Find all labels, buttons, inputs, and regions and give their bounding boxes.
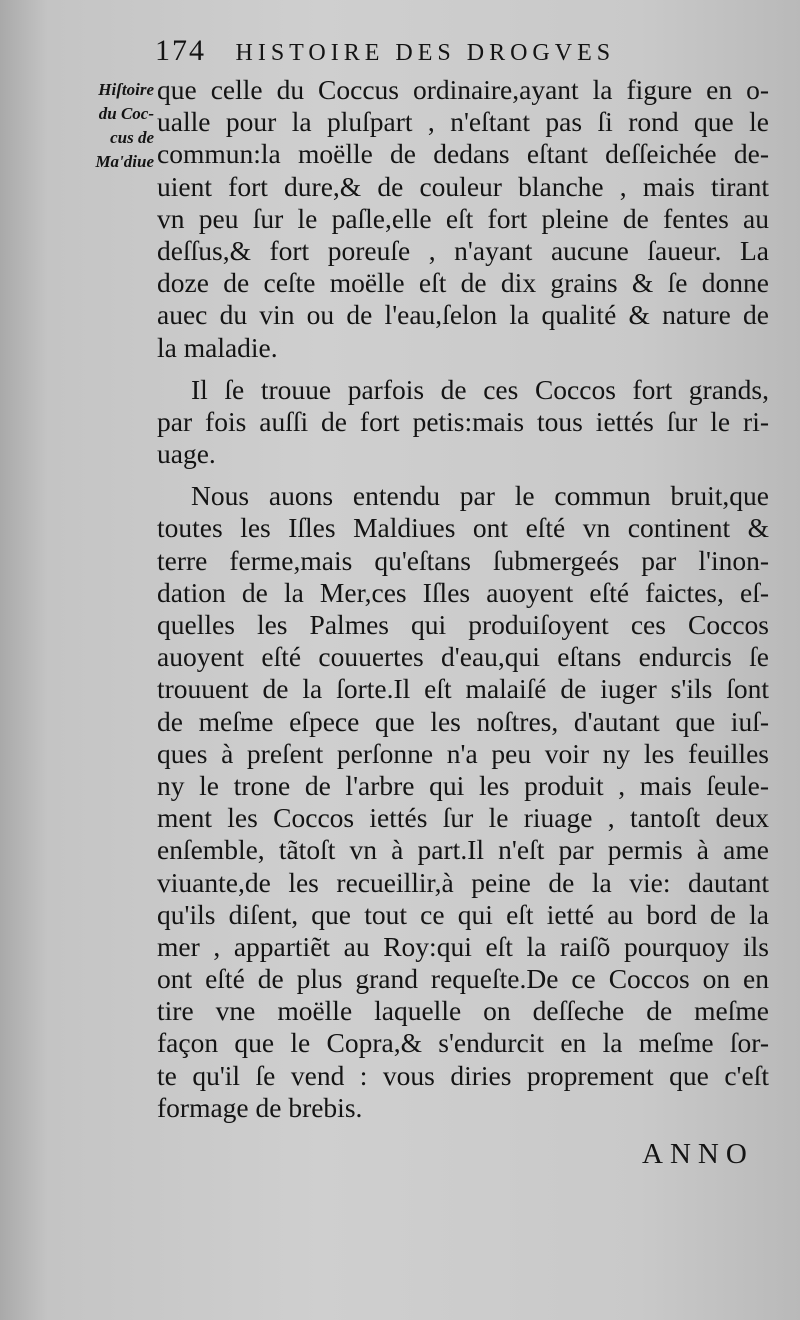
text-line: de meſme eſpece que les noſtres, d'autant que iuſ- [157,705,769,737]
text-line: que celle du Coccus ordinaire,ayant la figure en o- [157,74,769,105]
text-line: auec du vin ou de l'eau,ſelon la qualité & nature de [157,299,769,331]
margin-note-line: Hiſtoire [98,80,154,99]
margin-note-line: Ma'diue [95,152,154,171]
text-line: façon que le Copra,& s'endurcit en la meſme ſor- [157,1027,769,1059]
text-line: ny le trone de l'arbre qui les produit , mais ſeule- [157,769,769,801]
text-line: tire vne moëlle laquelle on deſſeche de meſme [157,995,769,1027]
page-number: 174 [155,34,206,67]
margin-note-line: du Coc- [98,104,154,123]
text-line: uage. [157,438,216,470]
text-line: ques à preſent perſonne n'a peu voir ny les feuilles [157,737,769,769]
text-line: ment les Coccos iettés ſur le riuage , tantoſt deux [157,802,769,834]
margin-note-line: cus de [110,128,154,147]
running-title: HISTOIRE DES DROGVES [235,40,616,66]
text-line: Nous auons entendu par le commun bruit,que [191,480,769,512]
text-line: mer , appartiẽt au Roy:qui eſt la raiſõ pourquoy ils [157,930,769,962]
catchword: ANNO [642,1138,754,1170]
text-line: la maladie. [157,331,278,363]
text-line: viuante,de les recueillir,à peine de la vie: dautant [157,866,769,898]
text-line: doze de ceſte moëlle eſt de dix grains & ſe donne [157,267,769,299]
text-line: par fois auſſi de fort petis:mais tous iettés ſur le ri- [157,405,769,437]
margin-note [68,78,154,174]
paragraph [157,480,769,1124]
text-line: auoyent eſté couuertes d'eau,qui eſtans endurcis ſe [157,641,769,673]
text-line: uient fort dure,& de couleur blanche , mais tirant [157,170,769,202]
paragraph [157,74,769,364]
text-line: quelles les Palmes qui produiſoyent ces Coccos [157,609,769,640]
text-line: deſſus,& fort poreuſe , n'ayant aucune ſaueur. La [157,234,769,266]
text-line: dation de la Mer,ces Iſles auoyent eſté faictes, eſ- [157,576,769,608]
text-line: Il ſe trouue parfois de ces Coccos fort grands, [191,373,769,405]
text-line: commun:la moëlle de dedans eſtant deſſeichée de- [157,138,769,170]
page-header [155,34,755,74]
text-line: terre ferme,mais qu'eſtans ſubmergeés par l'inon- [157,544,769,576]
text-line: ont eſté de plus grand requeſte.De ce Coccos on en [157,963,769,995]
text-line: formage de brebis. [157,1091,363,1123]
text-line: enſemble, tãtoſt vn à part.Il n'eſt par permis à ame [157,834,769,866]
paragraph [157,374,769,471]
text-line: toutes les Iſles Maldiues ont eſté vn continent & [157,512,769,544]
text-line: vn peu ſur le paſle,elle eſt fort pleine de fentes au [157,202,769,234]
text-line: qu'ils diſent, que tout ce qui eſt ietté au bord de la [157,898,769,930]
text-line: te qu'il ſe vend : vous diries proprement que c'eſt [157,1059,769,1091]
main-text [157,74,769,1124]
text-line: ualle pour la pluſpart , n'eſtant pas ſi rond que le [157,106,769,138]
text-line: trouuent de la ſorte.Il eſt malaiſé de iuger s'ils ſont [157,673,769,705]
